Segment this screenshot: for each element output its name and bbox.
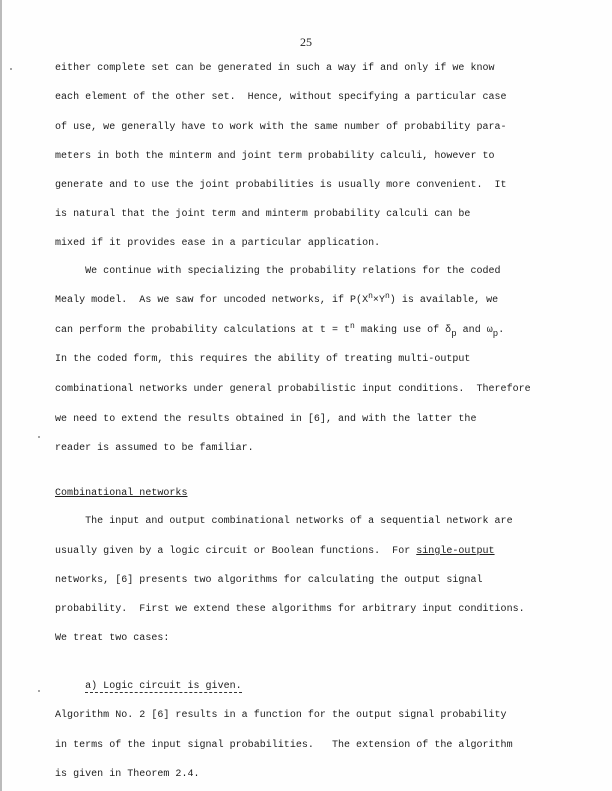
text-line (55, 414, 476, 425)
text-line (55, 710, 507, 721)
text-segment: we need to extend the results obtained in [6], and with the latter the (55, 414, 477, 425)
text-segment: usually given by a logic circuit or Boolean functions. For (55, 546, 417, 557)
text-line (55, 516, 513, 527)
text-segment: in terms of the input signal probabilities. The extension of the algorithm (55, 740, 513, 751)
text-segment: Combinational networks (55, 488, 188, 499)
text-segment: ×Y (372, 295, 385, 306)
subscript: p (451, 329, 457, 339)
section-heading (55, 488, 187, 499)
text-line (55, 266, 501, 277)
text-segment: probability. First we extend these algorithms for arbitrary input conditions. (55, 604, 525, 615)
text-segment: combinational networks under general probabilistic input conditions. Therefore (55, 384, 531, 395)
text-line (55, 633, 169, 644)
text-segment: either complete set can be generated in such a way if and only if we know (55, 63, 495, 74)
text-line (55, 604, 525, 615)
scan-edge (0, 0, 2, 791)
text-line (55, 322, 505, 339)
text-segment: The input and output combinational networks of a sequential network are (55, 516, 513, 527)
text-segment: We continue with specializing the probability relations for the coded (55, 266, 501, 277)
text-segment: Mealy model. As we saw for uncoded networks, if P(X (55, 295, 369, 306)
text-segment: is given in Theorem 2.4. (55, 769, 200, 780)
text-line (55, 575, 483, 586)
text-segment: . (498, 325, 505, 336)
text-line (55, 122, 507, 133)
text-segment: reader is assumed to be familiar. (55, 443, 254, 454)
superscript: n (368, 292, 373, 301)
text-line (55, 443, 254, 454)
text-segment: each element of the other set. Hence, without specifying a particular case (55, 92, 507, 103)
text-segment: meters in both the minterm and joint term probability calculi, however to (55, 151, 495, 162)
page-number: 25 (300, 35, 312, 49)
text-segment: can perform the probability calculations at t = t (55, 325, 351, 336)
text-segment: generate and to use the joint probabilities is usually more convenient. It (55, 180, 507, 191)
text-segment: single-output (416, 546, 495, 557)
text-line (55, 180, 507, 191)
subscript: p (492, 329, 499, 339)
text-segment: a) Logic circuit is given. (85, 681, 242, 692)
text-segment: and ω (456, 325, 493, 336)
text-line (55, 769, 200, 780)
superscript: n (350, 322, 355, 331)
text-line (55, 546, 495, 557)
superscript: n (384, 292, 390, 301)
scan-speck (38, 690, 40, 692)
text-segment: We treat two cases: (55, 633, 170, 644)
text-segment: Algorithm No. 2 [6] results in a function for the output signal probability (55, 710, 507, 721)
text-line (55, 151, 495, 162)
text-line (55, 63, 495, 74)
text-segment (55, 681, 85, 692)
text-segment: mixed if it provides ease in a particular application. (55, 238, 381, 249)
text-line (55, 92, 507, 103)
text-line (55, 209, 470, 220)
text-segment: making use of δ (354, 325, 452, 336)
text-line (55, 384, 531, 395)
text-line (55, 238, 380, 249)
text-segment: is natural that the joint term and minterm probability calculi can be (55, 209, 471, 220)
scan-speck (38, 436, 40, 438)
subsection-heading (55, 681, 242, 692)
scan-speck (10, 68, 12, 70)
text-segment: networks, [6] presents two algorithms for calculating the output signal (55, 575, 483, 586)
text-line (55, 292, 499, 306)
text-segment: ) is available, we (389, 295, 499, 306)
text-segment: of use, we generally have to work with the same number of probability para- (55, 122, 507, 133)
text-line (55, 740, 513, 751)
text-segment: In the coded form, this requires the ability of treating multi-output (55, 354, 471, 365)
text-line (55, 354, 470, 365)
